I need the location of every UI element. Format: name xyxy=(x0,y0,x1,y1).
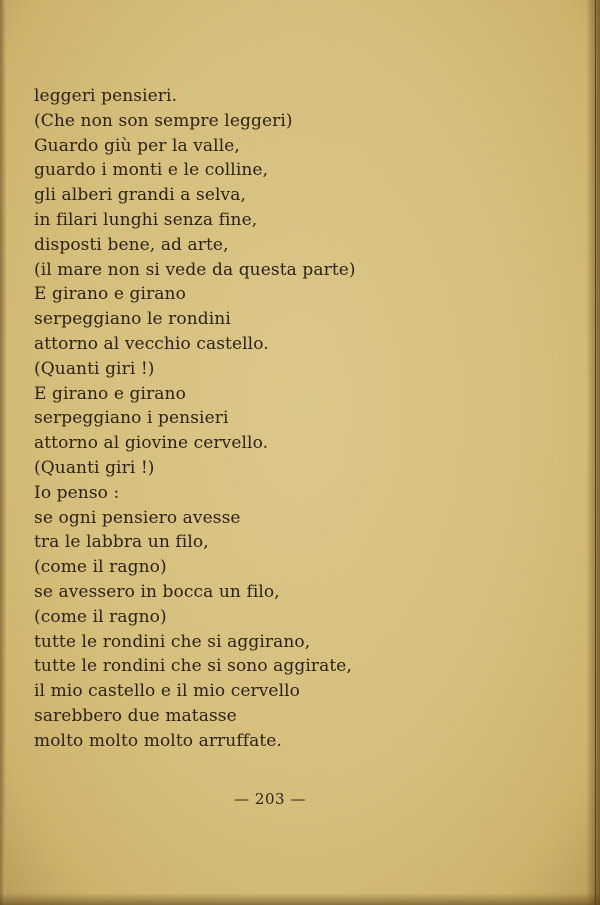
poem-line: E girano e girano xyxy=(34,284,186,305)
poem-line: Guardo giù per la valle, xyxy=(34,135,240,156)
poem-line: E girano e girano xyxy=(34,383,186,404)
poem-line: sarebbero due matasse xyxy=(34,705,237,726)
poem-line: attorno al giovine cervello. xyxy=(34,433,269,454)
poem-text xyxy=(34,84,356,754)
poem-line: serpeggiano le rondini xyxy=(34,309,231,330)
poem-line: leggeri pensieri. xyxy=(34,86,178,106)
poem-line: in filari lunghi senza fine, xyxy=(34,209,258,230)
page-number: — 203 — xyxy=(234,790,306,808)
poem-line: (come il ragno) xyxy=(34,557,167,578)
poem-line: (Quanti giri !) xyxy=(34,457,155,478)
poem-line: (il mare non si vede da questa parte) xyxy=(34,259,356,280)
poem-line: disposti bene, ad arte, xyxy=(34,234,229,255)
poem-line: (come il ragno) xyxy=(34,606,167,627)
poem-line: tutte le rondini che si aggirano, xyxy=(34,631,311,652)
poem-line: molto molto molto arruffate. xyxy=(34,730,282,751)
page-left-edge xyxy=(0,0,6,905)
poem-line: (Quanti giri !) xyxy=(34,358,155,379)
poem-line: tra le labbra un filo, xyxy=(34,532,209,553)
poem-line: il mio castello e il mio cervello xyxy=(34,681,300,702)
page-bottom-edge xyxy=(0,893,600,905)
poem-line: tutte le rondini che si sono aggirate, xyxy=(34,656,352,677)
poem-line: se ogni pensiero avesse xyxy=(34,507,241,528)
poem-line: se avessero in bocca un filo, xyxy=(34,581,280,602)
page-right-edge xyxy=(586,0,600,905)
poem-line: (Che non son sempre leggeri) xyxy=(34,110,293,131)
poem-line: Io penso : xyxy=(34,482,120,503)
poem-line: attorno al vecchio castello. xyxy=(34,333,269,354)
poem-line: gli alberi grandi a selva, xyxy=(34,185,246,206)
poem-line: serpeggiano i pensieri xyxy=(34,408,229,429)
poem-line: guardo i monti e le colline, xyxy=(34,160,269,181)
